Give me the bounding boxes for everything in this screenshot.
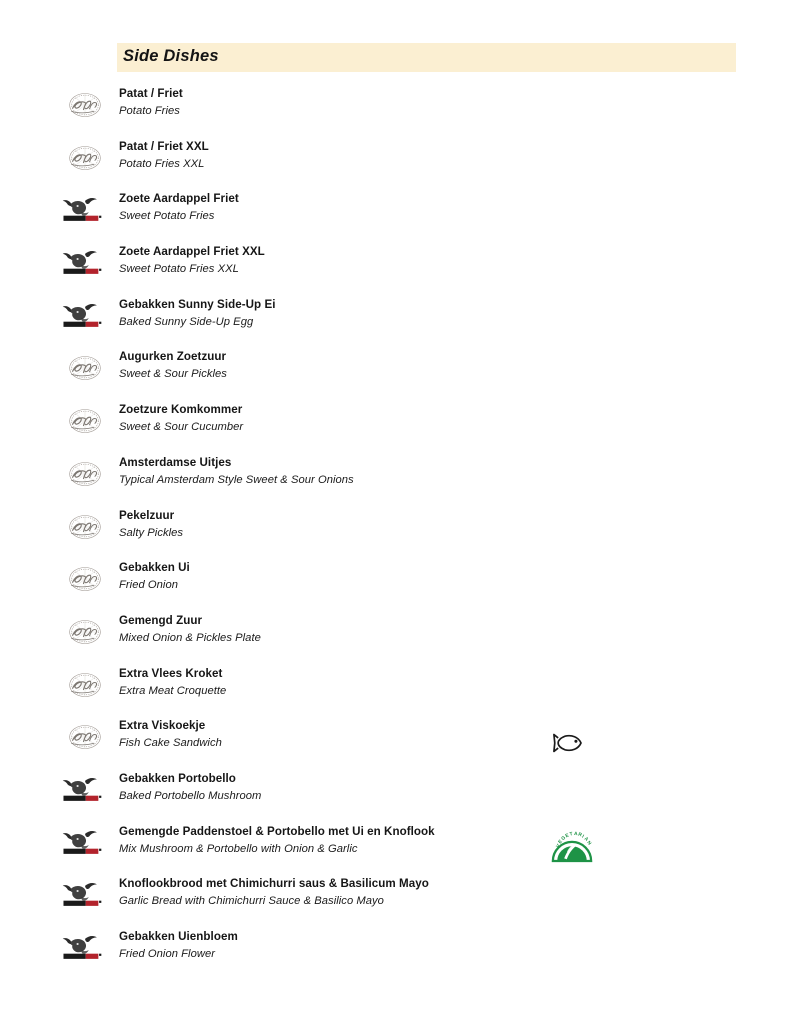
- menu-item-row: [0, 771, 791, 824]
- menu-item-text: [119, 718, 549, 751]
- menu-item-text: [119, 297, 549, 330]
- menu-item-text: [119, 771, 549, 804]
- dish-name-english: Mix Mushroom & Portobello with Onion & Garlic: [119, 842, 358, 855]
- dish-name-english: Baked Sunny Side-Up Egg: [119, 315, 254, 328]
- dish-name-dutch: Amsterdamse Uitjes: [119, 455, 232, 469]
- svg-text:V: V: [555, 843, 562, 849]
- dish-name-english: Sweet Potato Fries: [119, 210, 215, 223]
- oval-stamp-logo-icon: [62, 615, 108, 649]
- svg-text:A: A: [582, 836, 589, 843]
- dish-name-english: Typical Amsterdam Style Sweet & Sour Onions: [119, 473, 354, 486]
- menu-item-text: [119, 824, 549, 857]
- svg-text:E: E: [558, 839, 564, 845]
- bull-head-logo-icon: [62, 773, 108, 807]
- dish-name-dutch: Gemengde Paddenstoel & Portobello met Ui en Knoflook: [119, 824, 435, 838]
- svg-text:N: N: [585, 840, 592, 847]
- bull-head-logo-icon: [62, 246, 108, 278]
- dish-name-english: Garlic Bread with Chimichurri Sauce & Basilico Mayo: [119, 895, 384, 908]
- menu-item-text: [119, 191, 549, 224]
- menu-item-row: [0, 455, 791, 508]
- oval-stamp-logo-icon: [62, 404, 108, 438]
- svg-text:G: G: [560, 835, 567, 842]
- menu-item-text: [119, 613, 549, 646]
- dish-name-english: Sweet & Sour Cucumber: [119, 421, 244, 434]
- dish-name-english: Fried Onion Flower: [119, 948, 216, 960]
- menu-item-row: [0, 349, 791, 402]
- oval-stamp-logo-icon: [62, 562, 108, 596]
- oval-stamp-logo-icon: [62, 668, 108, 702]
- menu-item-row: [0, 613, 791, 666]
- oval-stamp-logo-icon: [62, 457, 108, 491]
- bull-head-logo-icon: [62, 826, 108, 858]
- dish-name-dutch: Augurken Zoetzuur: [119, 350, 227, 364]
- menu-item-text: [119, 139, 549, 172]
- vegetarian-icon: [549, 828, 595, 868]
- bull-head-logo-icon: [62, 878, 108, 912]
- oval-stamp-logo-icon: [62, 88, 108, 122]
- menu-item-row: [0, 86, 791, 139]
- dish-name-english: Mixed Onion & Pickles Plate: [119, 631, 261, 644]
- oval-stamp-logo-icon: [62, 457, 108, 491]
- fish-icon: [553, 732, 587, 754]
- bull-head-logo-icon: [62, 773, 108, 805]
- dish-name-english: Potato Fries XXL: [119, 157, 205, 170]
- menu-item-row: [0, 191, 791, 244]
- dish-name-dutch: Patat / Friet: [119, 87, 183, 100]
- dish-name-dutch: Gebakken Ui: [119, 561, 190, 575]
- menu-item-text: [119, 666, 549, 699]
- menu-item-text: [119, 508, 549, 541]
- dish-name-english: Sweet & Sour Pickles: [119, 368, 227, 381]
- dish-name-dutch: Zoete Aardappel Friet XXL: [119, 245, 265, 259]
- menu-item-text: [119, 402, 549, 435]
- menu-item-text: [119, 929, 549, 962]
- dish-name-dutch: Gemengd Zuur: [119, 613, 203, 627]
- vegetarian-badge: [549, 828, 595, 868]
- menu-item-text: [119, 876, 549, 909]
- svg-text:I: I: [580, 834, 585, 840]
- menu-item-text: [119, 86, 549, 119]
- dish-name-english: Fish Cake Sandwich: [119, 737, 222, 750]
- bull-head-logo-icon: [62, 193, 108, 225]
- dish-name-english: Extra Meat Croquette: [119, 684, 227, 697]
- oval-stamp-logo-icon: [62, 562, 108, 596]
- dish-name-english: Baked Portobello Mushroom: [119, 789, 262, 802]
- menu-item-row: [0, 139, 791, 192]
- svg-text:R: R: [577, 832, 583, 838]
- bull-head-logo-icon: [62, 931, 108, 963]
- oval-stamp-logo-icon: [62, 720, 108, 754]
- oval-stamp-logo-icon: [62, 615, 108, 649]
- dish-name-dutch: Gebakken Sunny Side-Up Ei: [119, 297, 276, 311]
- menu-item-row: [0, 929, 791, 982]
- section-title: Side Dishes: [123, 47, 219, 65]
- dish-name-english: Salty Pickles: [119, 526, 184, 539]
- dish-name-english: Fried Onion: [119, 579, 179, 592]
- oval-stamp-logo-icon: [62, 141, 108, 175]
- menu-item-text: [119, 560, 549, 593]
- menu-item-row: [0, 560, 791, 613]
- fish-badge: [553, 732, 587, 754]
- dish-name-dutch: Gebakken Portobello: [119, 771, 236, 785]
- oval-stamp-logo-icon: [62, 404, 108, 438]
- dish-name-dutch: Extra Viskoekje: [119, 719, 206, 733]
- menu-item-row: [0, 876, 791, 929]
- oval-stamp-logo-icon: [62, 351, 108, 385]
- oval-stamp-logo-icon: [62, 510, 108, 544]
- menu-list: [0, 86, 791, 982]
- menu-item-row: [0, 244, 791, 297]
- oval-stamp-logo-icon: [62, 351, 108, 385]
- svg-text:T: T: [569, 831, 574, 838]
- dish-name-dutch: Patat / Friet XXL: [119, 139, 209, 153]
- menu-item-row: [0, 508, 791, 561]
- menu-item-row: [0, 824, 791, 877]
- dish-name-dutch: Gebakken Uienbloem: [119, 930, 238, 943]
- svg-text:A: A: [573, 831, 578, 837]
- bull-head-logo-icon: [62, 878, 108, 910]
- dish-name-dutch: Pekelzuur: [119, 508, 175, 522]
- bull-head-logo-icon: [62, 931, 108, 965]
- bull-head-logo-icon: [62, 193, 108, 227]
- menu-item-row: [0, 666, 791, 719]
- bull-head-logo-icon: [62, 299, 108, 331]
- dish-name-dutch: Knoflookbrood met Chimichurri saus & Basilicum Mayo: [119, 877, 429, 891]
- oval-stamp-logo-icon: [62, 720, 108, 754]
- bull-head-logo-icon: [62, 826, 108, 860]
- dish-name-english: Sweet Potato Fries XXL: [119, 263, 239, 276]
- bull-head-logo-icon: [62, 246, 108, 280]
- menu-item-row: [0, 718, 791, 771]
- oval-stamp-logo-icon: [62, 141, 108, 175]
- bull-head-logo-icon: [62, 299, 108, 333]
- dish-name-dutch: Zoete Aardappel Friet: [119, 192, 239, 206]
- section-banner: [117, 43, 736, 72]
- oval-stamp-logo-icon: [62, 510, 108, 544]
- menu-item-text: [119, 349, 549, 382]
- menu-item-row: [0, 402, 791, 455]
- dish-name-english: Potato Fries: [119, 105, 180, 117]
- oval-stamp-logo-icon: [62, 668, 108, 702]
- oval-stamp-logo-icon: [62, 88, 108, 122]
- menu-item-text: [119, 244, 549, 277]
- dish-name-dutch: Zoetzure Komkommer: [119, 403, 243, 417]
- menu-item-row: [0, 297, 791, 350]
- svg-text:E: E: [564, 833, 570, 839]
- menu-item-text: [119, 455, 549, 488]
- dish-name-dutch: Extra Vlees Kroket: [119, 666, 223, 680]
